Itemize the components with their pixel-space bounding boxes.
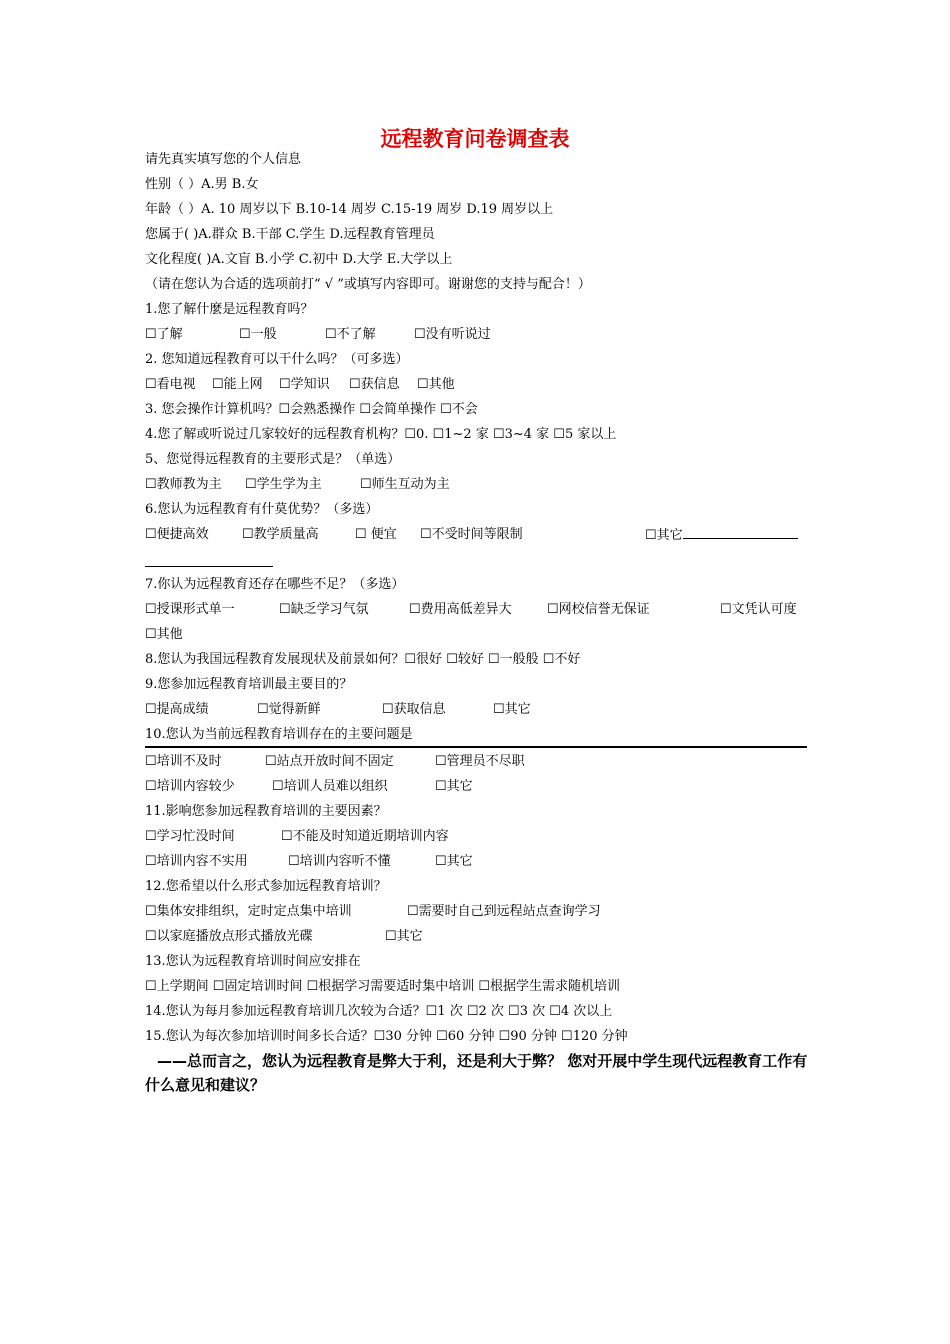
q2-option[interactable]: ☐学知识	[279, 377, 330, 392]
q4-text: 4.您了解或听说过几家较好的远程教育机构？☐0. ☐1~2 家 ☐3~4 家 ☐5 家以上	[145, 427, 617, 442]
q12-options-row1	[145, 903, 805, 921]
q6-text: 6.您认为远程教育有什莫优势？（多选）	[145, 502, 379, 517]
q10-option[interactable]: ☐培训人员难以组织	[272, 779, 388, 794]
q12-option[interactable]: ☐集体安排组织，定时定点集中培训	[145, 904, 352, 919]
q11-option[interactable]: ☐培训内容不实用	[145, 854, 248, 869]
q9-text: 9.您参加远程教育培训最主要目的？	[145, 677, 353, 692]
q12-option[interactable]: ☐需要时自己到远程站点查询学习	[407, 904, 601, 919]
q10-divider	[145, 746, 807, 748]
age-question: 年龄（ ）A. 10 周岁以下 B.10-14 周岁 C.15-19 周岁 D.19 周岁以上	[145, 202, 554, 217]
q11-options-row1	[145, 828, 805, 846]
q2-text: 2. 您知道远程教育可以干什么吗？（可多选）	[145, 352, 409, 367]
q3-text: 3. 您会操作计算机吗？☐会熟悉操作 ☐会简单操作 ☐不会	[145, 402, 478, 417]
q5-option[interactable]: ☐学生学为主	[245, 477, 322, 492]
q11-option[interactable]: ☐其它	[435, 854, 473, 869]
q1-option[interactable]: ☐不了解	[325, 327, 376, 342]
q1-option[interactable]: ☐一般	[239, 327, 277, 342]
q2-option[interactable]: ☐能上网	[212, 377, 263, 392]
q10-option[interactable]: ☐其它	[435, 779, 473, 794]
q10-option[interactable]: ☐管理员不尽职	[435, 754, 525, 769]
q15-text: 15.您认为每次参加培训时间多长合适？☐30 分钟 ☐60 分钟 ☐90 分钟 ☐120 分钟	[145, 1029, 628, 1044]
q6-option[interactable]: ☐不受时间等限制	[420, 527, 523, 542]
q6-option[interactable]: ☐便捷高效	[145, 527, 209, 542]
q6-other-blank[interactable]	[683, 526, 798, 539]
q14-text: 14.您认为每月参加远程教育培训几次较为合适？☐1 次 ☐2 次 ☐3 次 ☐4 次以上	[145, 1004, 613, 1019]
q9-option[interactable]: ☐提高成绩	[145, 702, 209, 717]
q2-option[interactable]: ☐看电视	[145, 377, 196, 392]
q1-option[interactable]: ☐了解	[145, 327, 183, 342]
q5-options	[145, 476, 805, 494]
q1-text: 1.您了解什麼是远程教育吗？	[145, 302, 314, 317]
q5-option[interactable]: ☐教师教为主	[145, 477, 222, 492]
q11-text: 11.影响您参加远程教育培训的主要因素？	[145, 804, 387, 819]
q12-option[interactable]: ☐其它	[385, 929, 423, 944]
q2-options	[145, 376, 805, 394]
education-question: 文化程度( )A.文盲 B.小学 C.初中 D.大学 E.大学以上	[145, 252, 453, 267]
q7-option[interactable]: ☐网校信誉无保证	[547, 602, 650, 617]
q9-options	[145, 701, 805, 719]
q7-option[interactable]: ☐文凭认可度	[720, 602, 797, 617]
q13-options[interactable]: ☐上学期间 ☐固定培训时间 ☐根据学习需要适时集中培训 ☐根据学生需求随机培训	[145, 979, 621, 994]
q10-option[interactable]: ☐培训不及时	[145, 754, 222, 769]
q11-option[interactable]: ☐学习忙没时间	[145, 829, 235, 844]
q13-text: 13.您认为远程教育培训时间应安排在	[145, 954, 361, 969]
instruction-text: （请在您认为合适的选项前打“ √ ”或填写内容即可。谢谢您的支持与配合！）	[145, 277, 591, 292]
q7-option[interactable]: ☐缺乏学习气氛	[279, 602, 369, 617]
q7-options	[145, 601, 807, 619]
q10-text: 10.您认为当前远程教育培训存在的主要问题是	[145, 727, 413, 742]
q6-option[interactable]: ☐教学质量高	[242, 527, 319, 542]
page-title: 远程教育问卷调查表	[380, 127, 570, 151]
belong-question: 您属于( )A.群众 B.干部 C.学生 D.远程教育管理员	[145, 227, 435, 242]
q7-option[interactable]: ☐授课形式单一	[145, 602, 235, 617]
q9-option[interactable]: ☐觉得新鲜	[257, 702, 321, 717]
q10-options-row2	[145, 778, 805, 796]
q10-option[interactable]: ☐培训内容较少	[145, 779, 235, 794]
q11-option[interactable]: ☐培训内容听不懂	[288, 854, 391, 869]
q2-option[interactable]: ☐获信息	[349, 377, 400, 392]
intro-text: 请先真实填写您的个人信息	[145, 152, 302, 167]
gender-question: 性别（ ）A.男 B.女	[145, 177, 259, 192]
q5-option[interactable]: ☐师生互动为主	[360, 477, 450, 492]
q11-option[interactable]: ☐不能及时知道近期培训内容	[281, 829, 449, 844]
q9-option[interactable]: ☐其它	[493, 702, 531, 717]
q7-option[interactable]: ☐费用高低差异大	[409, 602, 512, 617]
q12-text: 12.您希望以什么形式参加远程教育培训？	[145, 879, 387, 894]
q12-options-row2	[145, 928, 805, 946]
q6-option[interactable]: ☐ 便宜	[355, 527, 397, 542]
q7-option-other[interactable]: ☐其他	[145, 627, 183, 642]
q10-options-row1	[145, 753, 805, 771]
q7-text: 7.你认为远程教育还存在哪些不足？（多选）	[145, 577, 405, 592]
q1-option[interactable]: ☐没有听说过	[414, 327, 491, 342]
q5-text: 5、您觉得远程教育的主要形式是？（单选）	[145, 452, 401, 467]
q11-options-row2	[145, 853, 805, 871]
q2-option[interactable]: ☐其他	[417, 377, 455, 392]
q12-option[interactable]: ☐以家庭播放点形式播放光碟	[145, 929, 313, 944]
q6-options	[145, 526, 807, 544]
q6-option-other[interactable]	[645, 526, 798, 545]
q1-options	[145, 326, 805, 344]
conclusion-question: ——总而言之，您认为远程教育是弊大于利，还是利大于弊？ 您对开展中学生现代远程教育工作有什么意见和建议？	[145, 1052, 808, 1094]
q9-option[interactable]: ☐获取信息	[382, 702, 446, 717]
q6-option-other-label: ☐其它	[645, 528, 683, 543]
q6-other-blank-line	[145, 566, 273, 567]
q10-option[interactable]: ☐站点开放时间不固定	[265, 754, 394, 769]
q8-text: 8.您认为我国远程教育发展现状及前景如何？☐很好 ☐较好 ☐一般般 ☐不好	[145, 652, 581, 667]
